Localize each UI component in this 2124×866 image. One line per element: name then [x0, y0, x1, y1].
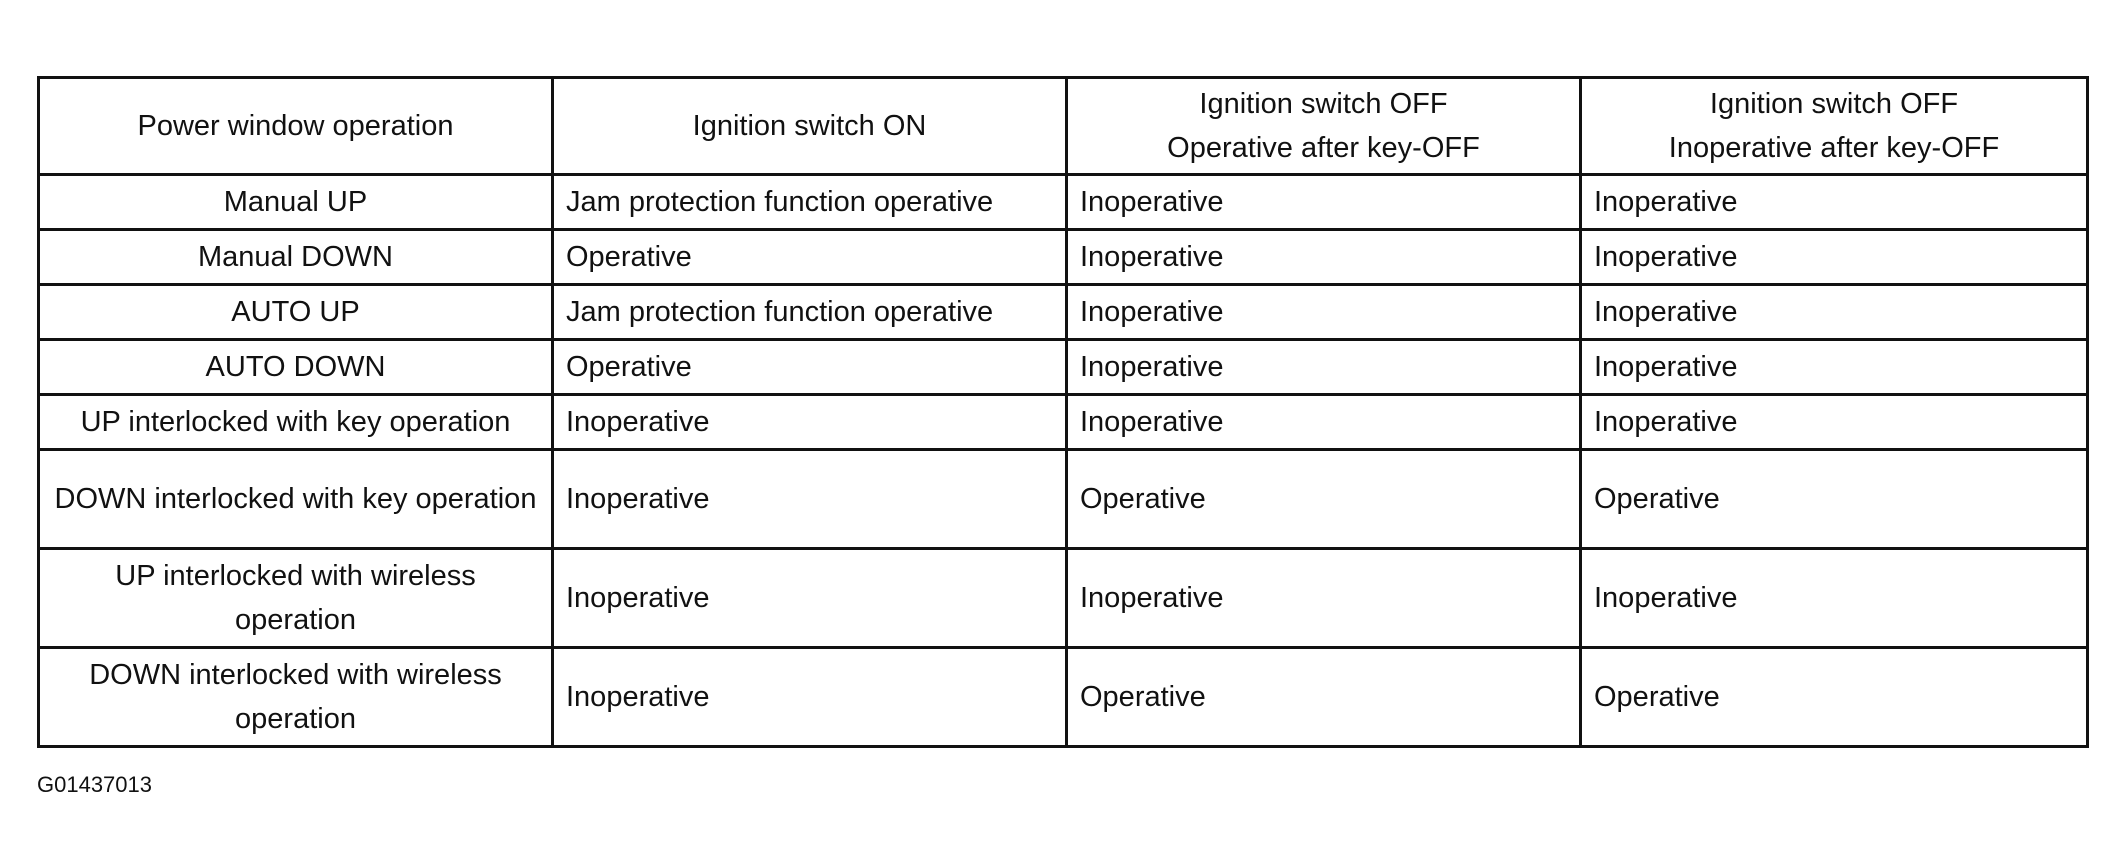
ignition-on-cell: Jam protection function operative: [553, 285, 1067, 340]
ignition-on-cell: Inoperative: [553, 549, 1067, 648]
table-row: [39, 648, 2088, 747]
table-row: [39, 340, 2088, 395]
ignition-off-inoperative-cell: Inoperative: [1581, 340, 2088, 395]
header-power-window-operation: [39, 78, 553, 175]
ignition-off-operative-cell: Inoperative: [1067, 395, 1581, 450]
table-row: [39, 230, 2088, 285]
table-row: [39, 175, 2088, 230]
ignition-on-cell: Operative: [553, 340, 1067, 395]
table-row: [39, 549, 2088, 648]
table-row: [39, 285, 2088, 340]
figure-code: G01437013: [37, 772, 152, 797]
ignition-on-cell: Operative: [553, 230, 1067, 285]
operation-cell: Manual DOWN: [39, 230, 553, 285]
header-line: Ignition switch ON: [692, 110, 927, 142]
ignition-off-operative-cell: Operative: [1067, 648, 1581, 747]
ignition-off-operative-cell: Inoperative: [1067, 340, 1581, 395]
header-line: Inoperative after key-OFF: [1668, 132, 2000, 164]
table-row: [39, 395, 2088, 450]
ignition-off-operative-cell: Inoperative: [1067, 175, 1581, 230]
header-line: Operative after key-OFF: [1167, 132, 1480, 164]
header-line: Ignition switch OFF: [1199, 88, 1448, 120]
operation-cell: UP interlocked with key operation: [39, 395, 553, 450]
ignition-off-operative-cell: Operative: [1067, 450, 1581, 549]
ignition-on-cell: Inoperative: [553, 395, 1067, 450]
ignition-off-operative-cell: Inoperative: [1067, 230, 1581, 285]
ignition-off-inoperative-cell: Inoperative: [1581, 230, 2088, 285]
power-window-operation-table-container: [37, 76, 2086, 748]
power-window-operation-table: [37, 76, 2089, 748]
header-ignition-off-inoperative: [1581, 78, 2088, 175]
ignition-off-inoperative-cell: Inoperative: [1581, 285, 2088, 340]
operation-cell: UP interlocked with wireless operation: [39, 549, 553, 648]
ignition-on-cell: Inoperative: [553, 648, 1067, 747]
table-row: [39, 450, 2088, 549]
ignition-off-inoperative-cell: Inoperative: [1581, 395, 2088, 450]
header-ignition-off-operative: [1067, 78, 1581, 175]
ignition-on-cell: Jam protection function operative: [553, 175, 1067, 230]
ignition-off-inoperative-cell: Inoperative: [1581, 175, 2088, 230]
header-line: Ignition switch OFF: [1709, 88, 1959, 120]
operation-cell: DOWN interlocked with key operation: [39, 450, 553, 549]
ignition-on-cell: Inoperative: [553, 450, 1067, 549]
ignition-off-inoperative-cell: Inoperative: [1581, 549, 2088, 648]
ignition-off-inoperative-cell: Operative: [1581, 648, 2088, 747]
ignition-off-inoperative-cell: Operative: [1581, 450, 2088, 549]
header-line: Power window operation: [137, 110, 454, 142]
operation-cell: AUTO DOWN: [39, 340, 553, 395]
operation-cell: Manual UP: [39, 175, 553, 230]
ignition-off-operative-cell: Inoperative: [1067, 549, 1581, 648]
operation-cell: AUTO UP: [39, 285, 553, 340]
header-ignition-switch-on: [553, 78, 1067, 175]
table-header-row: [39, 78, 2088, 175]
operation-cell: DOWN interlocked with wireless operation: [39, 648, 553, 747]
ignition-off-operative-cell: Inoperative: [1067, 285, 1581, 340]
